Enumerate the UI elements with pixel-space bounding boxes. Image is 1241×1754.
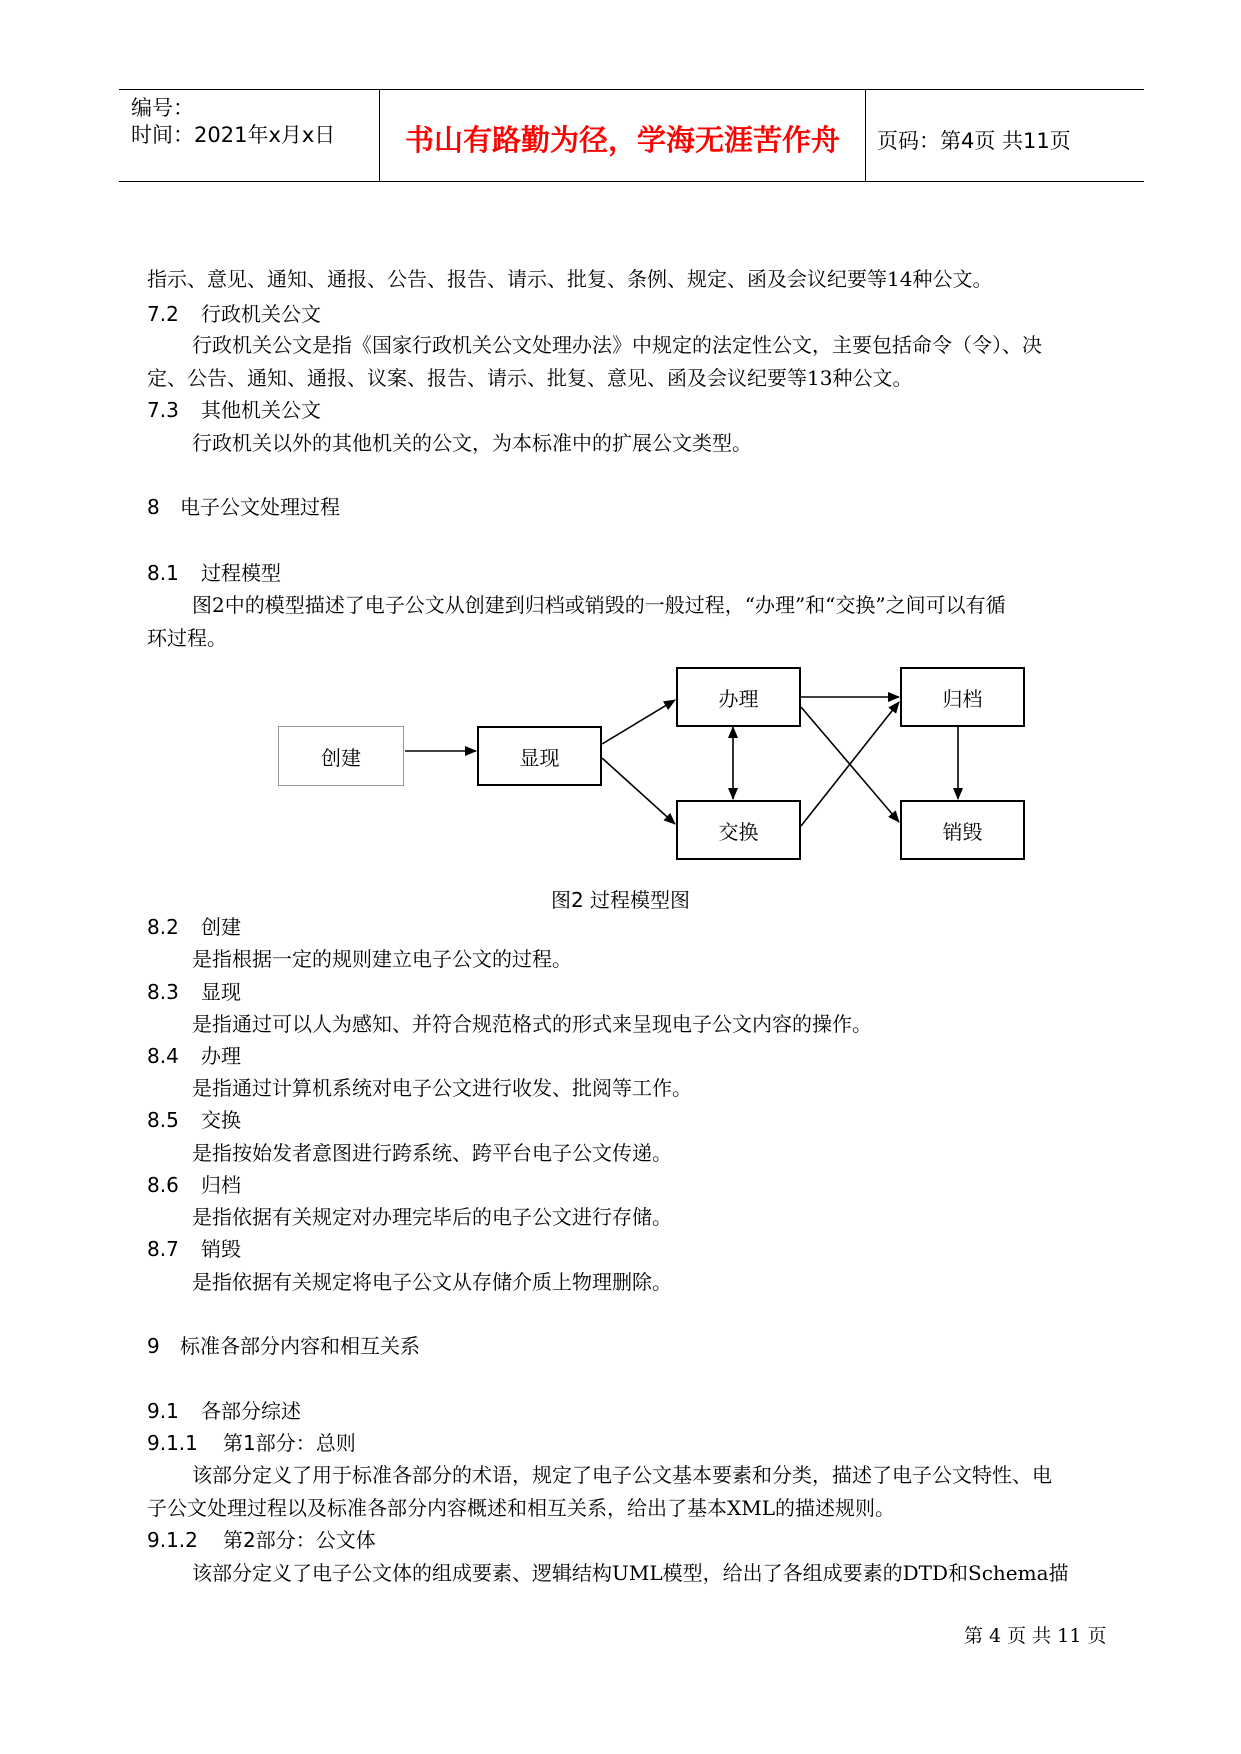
section-heading-9-1 [147, 1399, 301, 1423]
paragraph-line: 子公文处理过程以及标准各部分内容概述和相互关系，给出了基本XML的描述规则。 [147, 1496, 895, 1520]
header-number-label: 编号： [131, 96, 194, 120]
section-number: 8.2 [147, 915, 179, 939]
section-heading-7-3 [147, 398, 321, 422]
paragraph-line: 该部分定义了电子公文体的组成要素、逻辑结构UML模型，给出了各组成要素的DTD和Schema描 [192, 1561, 1069, 1585]
section-title: 电子公文处理过程 [180, 495, 340, 519]
section-heading-8 [147, 495, 340, 519]
node-handle: 办理 [676, 667, 801, 727]
section-heading-8-6 [147, 1173, 241, 1197]
section-number: 8.6 [147, 1173, 179, 1197]
section-heading-8-5 [147, 1108, 241, 1132]
section-number: 7.2 [147, 302, 179, 326]
section-heading-9 [147, 1334, 420, 1358]
section-number: 8.4 [147, 1044, 179, 1068]
paragraph-line: 图2中的模型描述了电子公文从创建到归档或销毁的一般过程，“办理”和“交换”之间可以有循 [192, 593, 1006, 617]
header-page-label: 页码：第4页 共11页 [877, 129, 1071, 153]
section-heading-9-1-1 [147, 1431, 356, 1455]
section-heading-7-2 [147, 302, 321, 326]
section-title: 交换 [201, 1108, 241, 1132]
section-heading-9-1-2 [147, 1528, 376, 1552]
section-number: 8 [147, 495, 160, 519]
header-motto: 书山有路勤为径，学海无涯苦作舟 [404, 123, 840, 157]
node-exchange: 交换 [676, 800, 801, 860]
section-title: 各部分综述 [201, 1399, 301, 1423]
arrow-handle-to-destroy [801, 707, 899, 822]
section-title: 过程模型 [201, 561, 281, 585]
node-destroy: 销毁 [900, 800, 1025, 860]
node-display: 显现 [477, 726, 602, 786]
arrow-display-to-handle [602, 700, 675, 744]
section-title: 销毁 [201, 1237, 241, 1261]
paragraph-line: 行政机关公文是指《国家行政机关公文处理办法》中规定的法定性公文，主要包括命令（令）、决 [192, 333, 1042, 357]
section-number: 8.1 [147, 561, 179, 585]
paragraph-line: 定、公告、通知、通报、议案、报告、请示、批复、意见、函及会议纪要等13种公文。 [147, 366, 913, 390]
section-title: 办理 [201, 1044, 241, 1068]
section-number: 8.7 [147, 1237, 179, 1261]
section-number: 7.3 [147, 398, 179, 422]
section-title: 创建 [201, 915, 241, 939]
section-heading-8-3 [147, 980, 241, 1004]
paragraph-line: 是指按始发者意图进行跨系统、跨平台电子公文传递。 [192, 1141, 672, 1165]
paragraph-line: 是指根据一定的规则建立电子公文的过程。 [192, 947, 572, 971]
paragraph-line: 环过程。 [147, 626, 227, 650]
section-number: 8.3 [147, 980, 179, 1004]
section-heading-8-4 [147, 1044, 241, 1068]
section-number: 8.5 [147, 1108, 179, 1132]
section-title: 其他机关公文 [201, 398, 321, 422]
header-bottom-rule [119, 181, 1144, 182]
header-divider-right [865, 89, 866, 181]
section-number: 9 [147, 1334, 160, 1358]
arrow-exchange-to-archive [801, 702, 899, 826]
arrow-display-to-exchange [602, 758, 675, 824]
section-number: 9.1 [147, 1399, 179, 1423]
section-title: 归档 [201, 1173, 241, 1197]
figure-caption: 图2 过程模型图 [550, 888, 691, 912]
paragraph-line: 行政机关以外的其他机关的公文，为本标准中的扩展公文类型。 [192, 431, 752, 455]
section-title: 标准各部分内容和相互关系 [180, 1334, 420, 1358]
header-top-rule [119, 89, 1144, 90]
node-archive: 归档 [900, 667, 1025, 727]
section-heading-8-2 [147, 915, 241, 939]
page-footer: 第 4 页 共 11 页 [964, 1625, 1107, 1647]
paragraph-line: 是指通过可以人为感知、并符合规范格式的形式来呈现电子公文内容的操作。 [192, 1012, 872, 1036]
node-create: 创建 [278, 726, 404, 786]
section-heading-8-7 [147, 1237, 241, 1261]
section-number: 9.1.1 [147, 1431, 198, 1455]
paragraph-line: 是指通过计算机系统对电子公文进行收发、批阅等工作。 [192, 1076, 692, 1100]
paragraph-line: 是指依据有关规定将电子公文从存储介质上物理删除。 [192, 1270, 672, 1294]
section-title: 第2部分：公文体 [223, 1528, 376, 1552]
section-title: 第1部分：总则 [223, 1431, 356, 1455]
paragraph-line: 是指依据有关规定对办理完毕后的电子公文进行存储。 [192, 1205, 672, 1229]
section-title: 行政机关公文 [201, 302, 321, 326]
paragraph-line: 该部分定义了用于标准各部分的术语，规定了电子公文基本要素和分类，描述了电子公文特性、电 [192, 1463, 1052, 1487]
section-title: 显现 [201, 980, 241, 1004]
header-time-label: 时间：2021年x月x日 [131, 123, 336, 147]
section-heading-8-1 [147, 561, 281, 585]
section-number: 9.1.2 [147, 1528, 198, 1552]
paragraph-line: 指示、意见、通知、通报、公告、报告、请示、批复、条例、规定、函及会议纪要等14种公文。 [147, 267, 993, 291]
